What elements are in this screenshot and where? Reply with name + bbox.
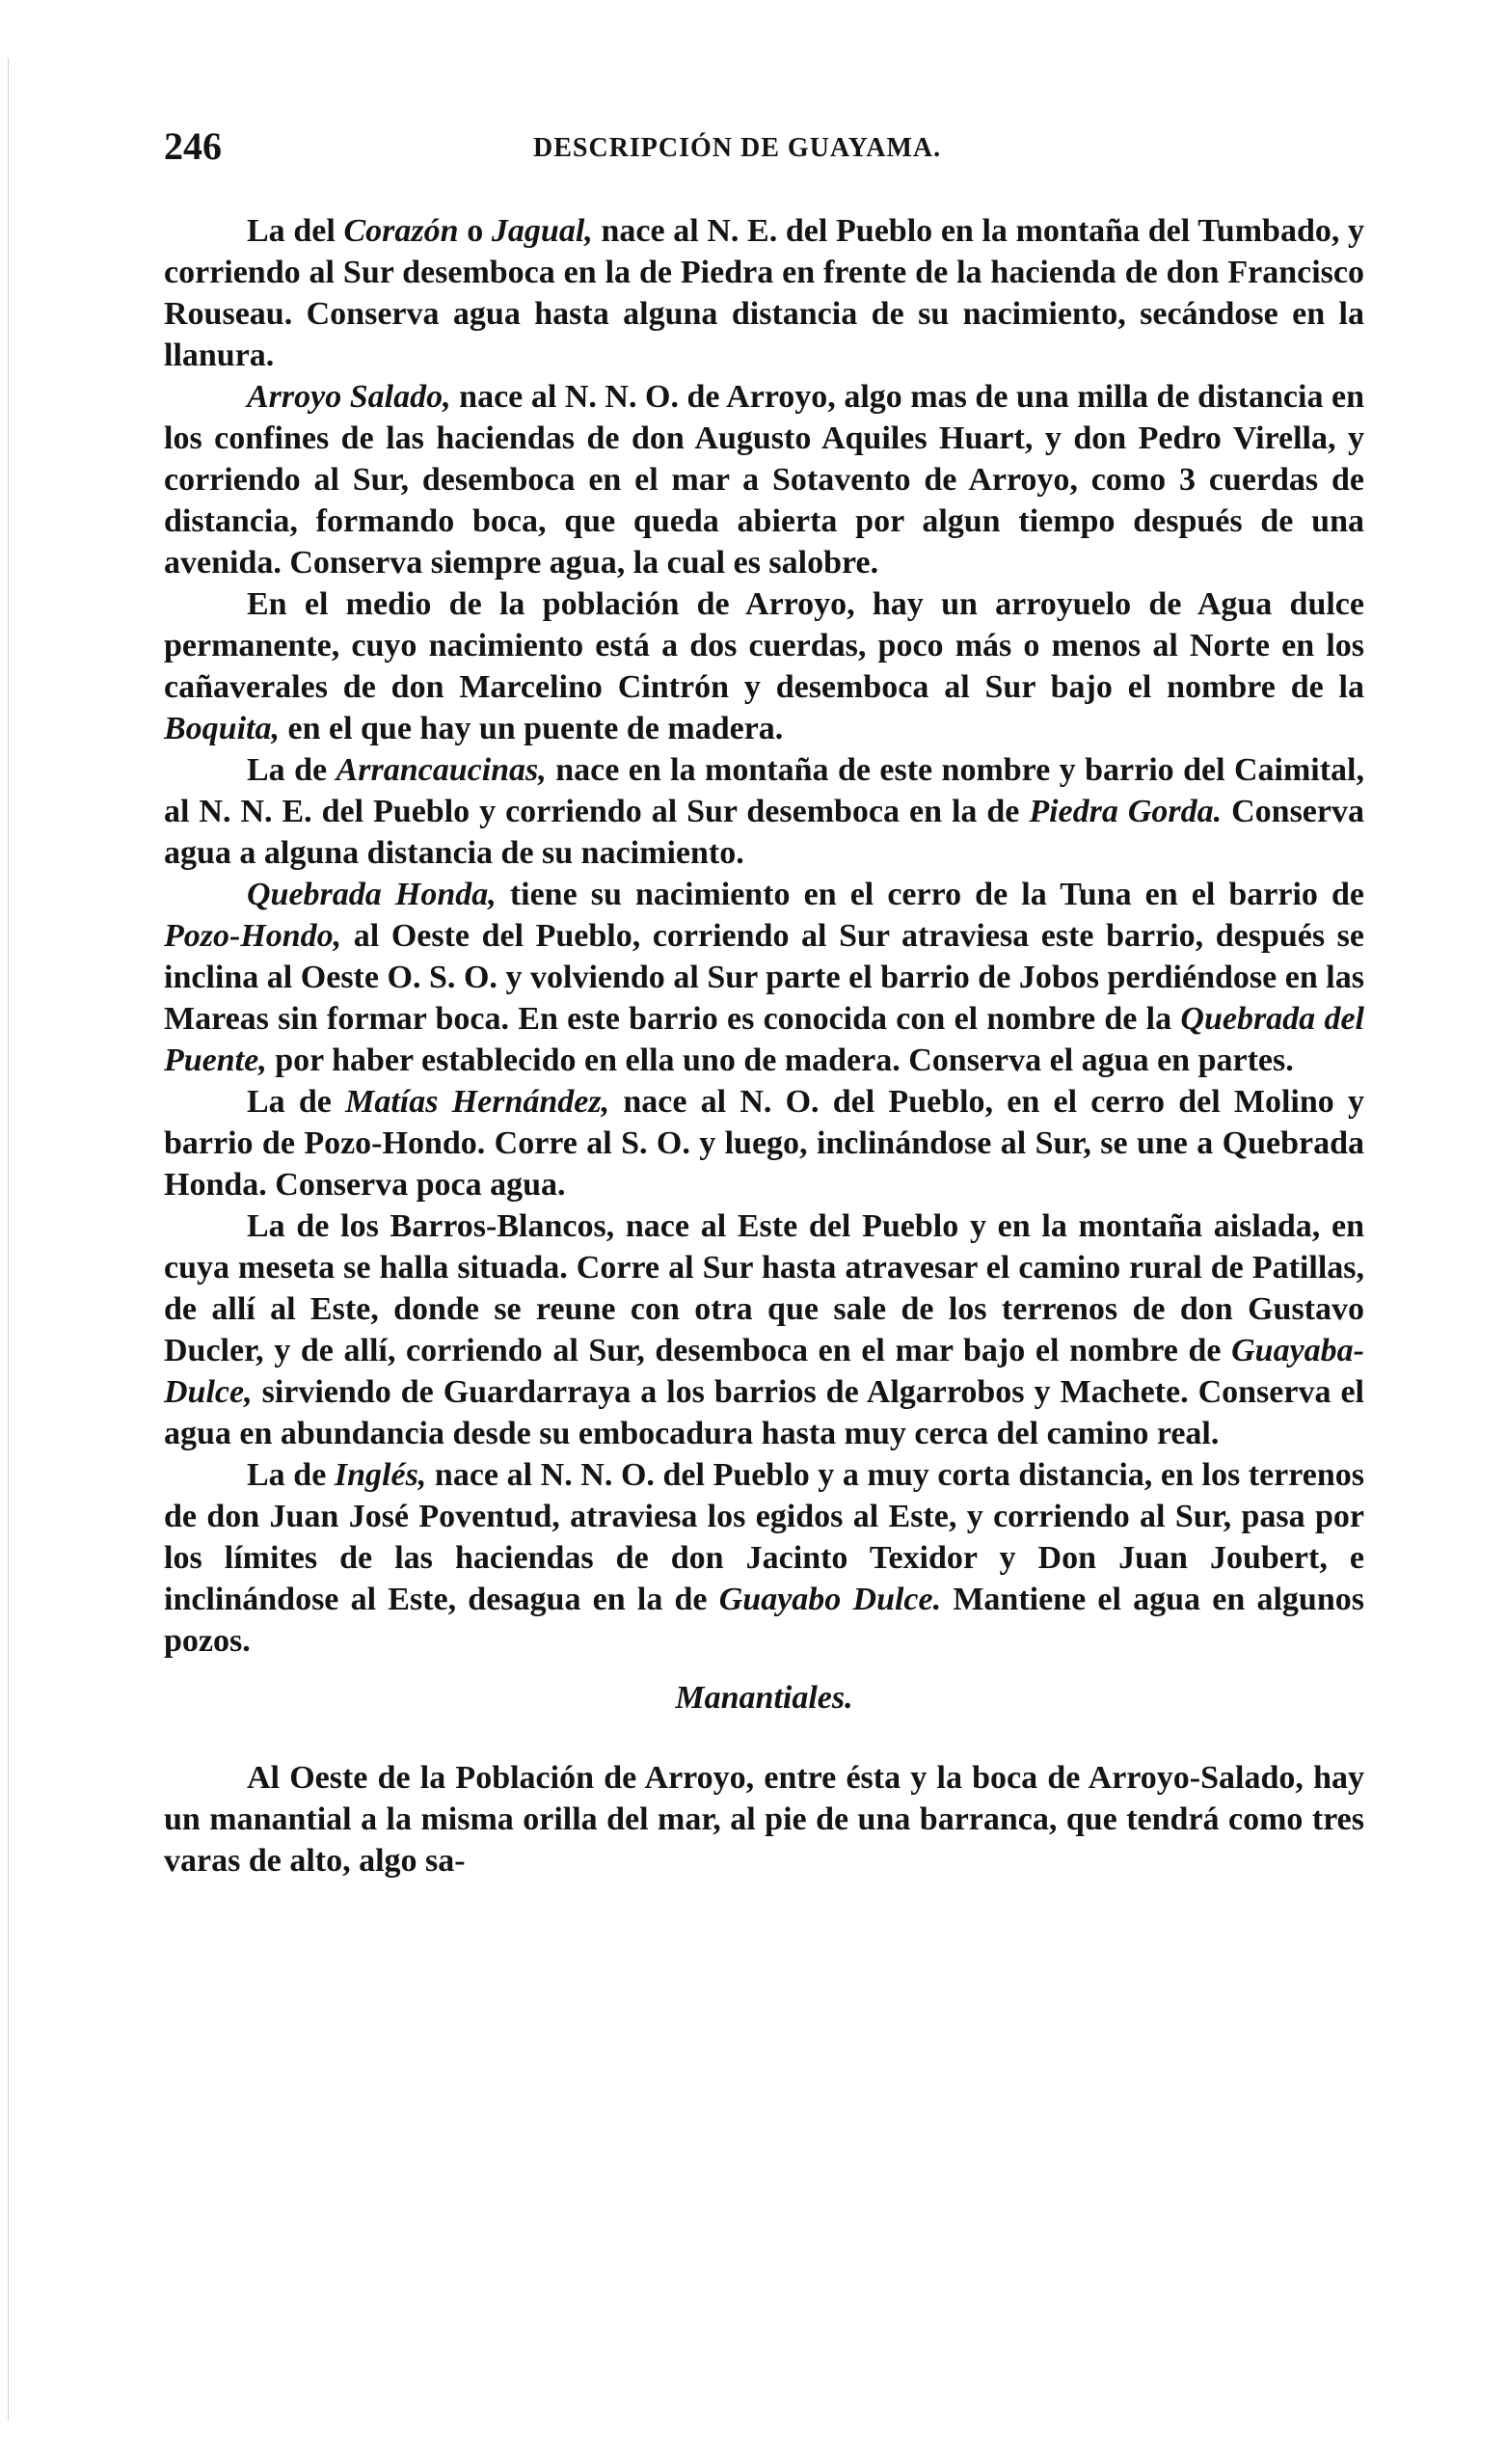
text-run: Mantiene el agua en algunos pozos. [164,1582,1364,1659]
running-header [164,123,1364,181]
text-run: La de [247,752,336,788]
text-run: nace al N. N. O. de Arroyo, algo mas de una milla de distancia en los confines de las haciendas de don Augusto Aquiles Huart, y don Pedro Virella, y corriendo al Sur, desemboca en el mar a Sotavento de Arroyo, como 3 cuerdas de distancia, formando boca, que queda abierta por algun tiempo después de una avenida. Conserva siempre agua, la cual es salobre. [164,379,1364,581]
italic-text: Inglés, [334,1457,427,1493]
paragraph-ingles [164,1454,1364,1662]
text-run: tiene su nacimiento en el cerro de la Tuna en el barrio de [496,877,1364,912]
text-run: La de [247,1084,346,1120]
text-run: Al Oeste de la Población de Arroyo, entre ésta y la boca de Arroyo-Salado, hay un manantial a la misma orilla del mar, al pie de una barranca, que tendrá como tres varas de alto, algo sa- [164,1760,1364,1879]
italic-text: Piedra Gorda. [1029,794,1223,829]
text-run: nace al N. O. del Pueblo, en el cerro del Molino y barrio de Pozo-Hondo. Corre al S. O. y luego, inclinándose al Sur, se une a Quebrada Honda. Conserva poca agua. [164,1084,1365,1203]
text-run: nace al N. N. O. del Pueblo y a muy corta distancia, en los terrenos de don Juan José Poventud, atraviesa los egidos al Este, y corriendo al Sur, pasa por los límites de las haciendas de don Jacinto Texidor y Don Juan Joubert, e inclinándose al Este, desagua en la de [164,1457,1364,1617]
italic-text: Guayabo Dulce. [718,1582,942,1617]
italic-text: Arroyo Salado, [247,379,451,415]
italic-text: Quebrada del Puente, [164,1001,1364,1078]
paragraph-arroyuelo [164,583,1364,749]
paragraph-quebrada-honda [164,874,1364,1081]
text-run: en el que hay un puente de madera. [279,711,784,746]
italic-text: Arrancaucinas, [336,752,547,788]
scan-margin-line [8,58,9,2421]
text-run: La de los Barros-Blancos, nace al Este del Pueblo y en la montaña aislada, en cuya meseta se halla situada. Corre al Sur hasta atravesar el camino rural de Patillas, de allí al Este, donde se reune con otra que sale de los terrenos de don Gustavo Ducler, y de allí, corriendo al Sur, desemboca en el mar bajo el nombre de [164,1208,1364,1368]
book-page [164,123,1364,2419]
text-run: por haber establecido en ella uno de madera. Conserva el agua en partes. [266,1042,1294,1078]
text-run: nace en la montaña de este nombre y barrio del Caimital, al N. N. E. del Pueblo y corriendo al Sur desemboca en la de [164,752,1364,829]
paragraph-corazon [164,210,1364,376]
page-number: 246 [164,124,222,168]
italic-text: Boquita, [164,711,280,746]
paragraph-list [164,210,1364,1662]
text-run: sirviendo de Guardarraya a los barrios de Algarrobos y Machete. Conserva el agua en abundancia desde su embocadura hasta muy cerca del camino real. [164,1374,1364,1451]
paragraph-matias-hernandez [164,1081,1364,1205]
italic-text: Guayaba-Dulce, [164,1333,1364,1410]
text-run: nace al N. E. del Pueblo en la montaña del Tumbado, y corriendo al Sur desemboca en la de Piedra en frente de la hacienda de don Francisco Rouseau. Conserva agua hasta alguna distancia de su nacimiento, secándose en la llanura. [164,213,1365,373]
paragraph-arrancaucinas [164,749,1364,874]
italic-text: Matías Hernández, [345,1084,610,1120]
final-paragraph-container [164,1757,1364,1882]
text-run: La del [247,213,344,249]
text-run: o [458,213,492,249]
italic-text: Jagual, [491,213,593,249]
italic-text: Quebrada Honda, [247,877,497,912]
running-title: DESCRIPCIÓN DE GUAYAMA. [533,133,942,163]
body-text [164,210,1364,1882]
paragraph-barros-blancos [164,1205,1364,1454]
text-run: En el medio de la población de Arroyo, hay un arroyuelo de Agua dulce permanente, cuyo nacimiento está a dos cuerdas, poco más o menos al Norte en los cañaverales de don Marcelino Cintrón y desemboca al Sur bajo el nombre de la [164,586,1364,705]
section-heading: Manantiales. [675,1680,853,1716]
italic-text: Corazón [343,213,459,249]
paragraph-arroyo-salado [164,376,1364,583]
text-run: al Oeste del Pueblo, corriendo al Sur atraviesa este barrio, después se inclina al Oeste O. S. O. y volviendo al Sur parte el barrio de Jobos perdiéndose en las Mareas sin formar boca. En este barrio es conocida con el nombre de la [164,918,1364,1037]
paragraph-manantial-oeste [164,1757,1364,1882]
text-run: La de [247,1457,335,1493]
italic-text: Pozo-Hondo, [164,918,342,954]
text-run: Conserva agua a alguna distancia de su nacimiento. [164,794,1364,871]
